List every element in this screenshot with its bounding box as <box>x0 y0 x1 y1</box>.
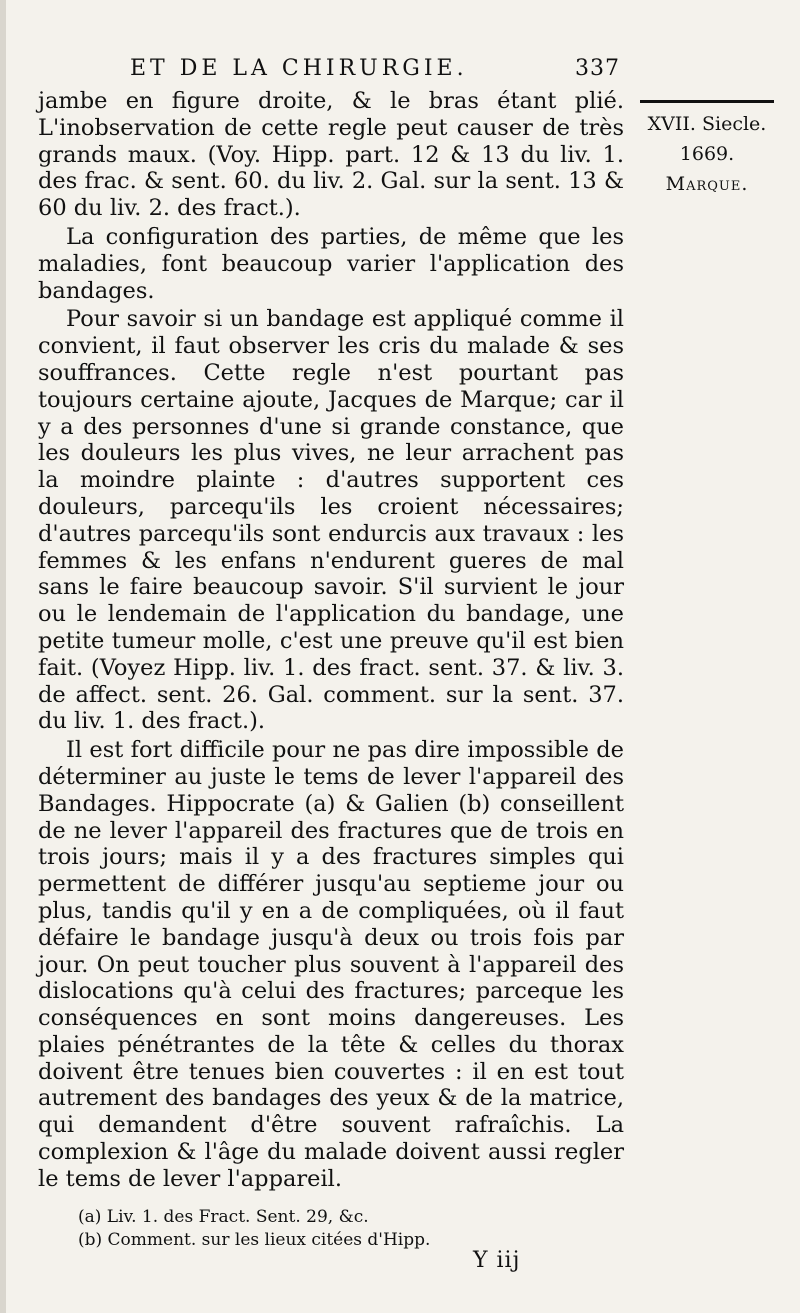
margin-century: XVII. Siecle. <box>647 113 767 135</box>
running-head <box>130 55 620 83</box>
footnotes <box>78 1206 558 1252</box>
margin-year: 1669. <box>679 143 735 165</box>
footnote-a: (a) Liv. 1. des Fract. Sent. 29, &c. <box>78 1207 369 1227</box>
signature-mark: Y iij <box>473 1248 521 1273</box>
paragraph: Il est fort difficile pour ne pas dire impossible de déterminer au juste le tems de lever l'appareil des Bandages. Hippocrate (a) & Galien (b) conseillent de ne lever l'appareil des fractures que de trois en trois jours; mais il y a des fractures simples qui permettent de différer jusqu'au septieme jour ou plus, tandis qu'il y en a de compliquées, où il faut défaire le bandage jusqu'à deux ou trois fois par jour. On peut toucher plus souvent à l'appareil des dislocations qu'à celui des fractures; parceque les conséquences en sont moins dangereuses. Les plaies pénétrantes de la tête & celles du thorax doivent être tenues bien couvertes : il en est tout autrement des bandages des yeux & de la matrice, qui demandent d'être souvent rafraîchis. La complexion & l'âge du malade doivent aussi regler le tems de lever l'appareil. <box>38 737 624 1192</box>
margin-rule <box>640 100 774 103</box>
page-number: 337 <box>575 56 620 81</box>
margin-author: Marque. <box>665 173 749 195</box>
body-text <box>38 88 624 1193</box>
paragraph: La configuration des parties, de même que les maladies, font beaucoup varier l'application des bandages. <box>38 223 624 304</box>
paragraph: jambe en figure droite, & le bras étant plié. L'inobservation de cette regle peut causer de très grands maux. (Voy. Hipp. part. 12 & 13 du liv. 1. des frac. & sent. 60. du liv. 2. Gal. sur la sent. 13 & 60 du liv. 2. des fract.). <box>38 88 624 222</box>
paragraph: Pour savoir si un bandage est appliqué comme il convient, il faut observer les cris du malade & ses souffrances. Cette regle n'est pourtant pas toujours certaine ajoute, Jacques de Marque; car il y a des personnes d'une si grande constance, que les douleurs les plus vives, ne leur arrachent pas la moindre plainte : d'autres supportent ces douleurs, parcequ'ils les croient nécessaires; d'autres parcequ'ils sont endurcis aux travaux : les femmes & les enfans n'endurent gueres de mal sans le faire beaucoup savoir. S'il survient le jour ou le lendemain de l'application du bandage, une petite tumeur molle, c'est une preuve qu'il est bien fait. (Voyez Hipp. liv. 1. des fract. sent. 37. & liv. 3. de affect. sent. 26. Gal. comment. sur la sent. 37. du liv. 1. des fract.). <box>38 306 624 735</box>
page-edge <box>0 0 6 1313</box>
running-title: ET DE LA CHIRURGIE. <box>130 56 468 81</box>
margin-notes <box>632 88 782 199</box>
footnote-b: (b) Comment. sur les lieux citées d'Hipp. <box>78 1230 431 1250</box>
